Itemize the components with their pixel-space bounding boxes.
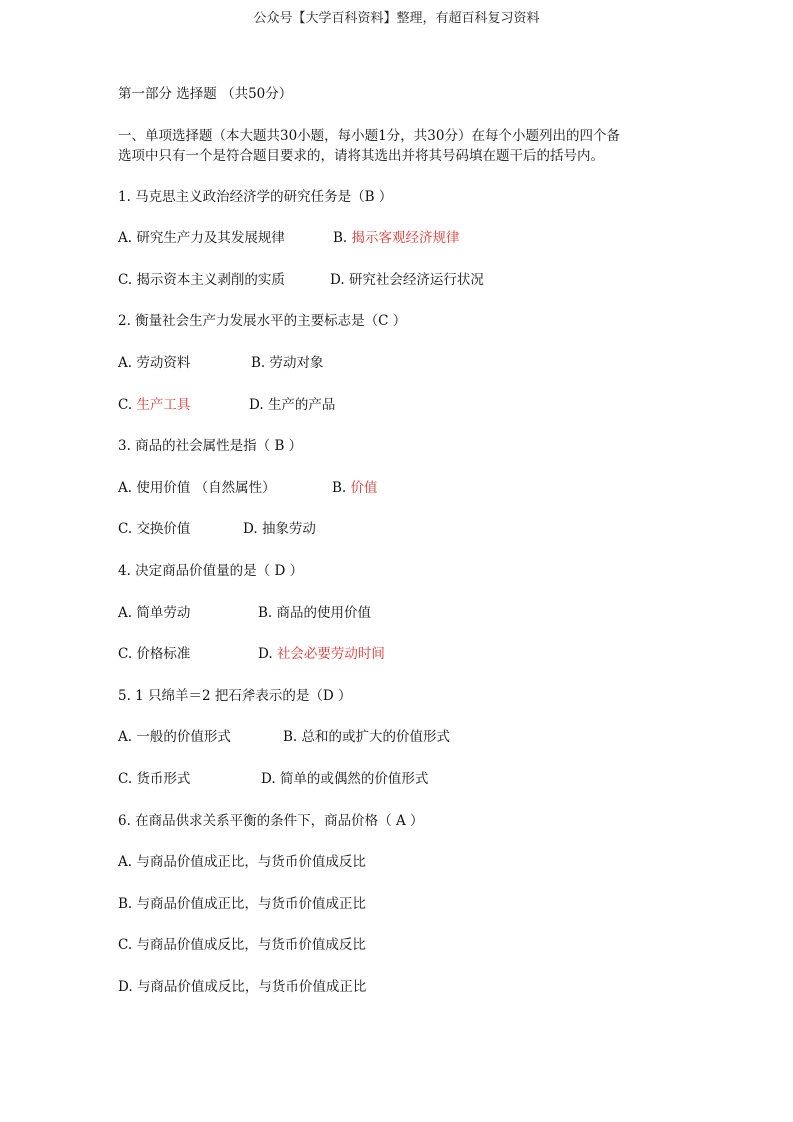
option-letter: A. <box>118 479 137 496</box>
instructions-line-1: 一、单项选择题（本大题共30小题，每小题1分，共30分）在每个小题列出的四个备 <box>118 127 620 144</box>
option-text: 简单的或偶然的价值形式 <box>279 770 429 787</box>
option-a <box>118 727 283 747</box>
option-letter: C. <box>118 937 137 954</box>
question-5-options-cd <box>118 769 718 811</box>
option-c <box>118 519 243 539</box>
question-3-options-cd <box>118 519 718 561</box>
option-text: 一般的价值形式 <box>136 729 231 746</box>
question-4-stem: 4. 决定商品价值量的是（ D ） <box>118 562 304 579</box>
option-letter: A. <box>118 230 137 247</box>
option-d <box>249 395 335 415</box>
option-text: 总和的或扩大的价值形式 <box>301 729 451 746</box>
option-letter: B. <box>118 895 137 912</box>
correct-answer-text: 社会必要劳动时间 <box>276 646 385 663</box>
correct-answer-text: 价值 <box>350 479 378 496</box>
option-a <box>118 353 251 373</box>
option-text: 简单劳动 <box>136 604 191 621</box>
option-a <box>118 603 258 623</box>
question-3-options-ab <box>118 478 718 520</box>
option-d <box>261 769 428 789</box>
page-header: 公众号【大学百科资料】整理，有超百科复习资料 <box>253 11 540 26</box>
option-letter: B. <box>258 604 277 621</box>
question-1-options-cd <box>118 270 718 312</box>
option-letter: B. <box>332 479 351 496</box>
option-letter: C. <box>118 271 137 288</box>
option-d <box>330 270 484 290</box>
correct-answer-text: 揭示客观经济规律 <box>351 230 460 247</box>
option-d <box>118 977 718 1019</box>
option-text: 与商品价值成反比，与货币价值成反比 <box>136 937 366 954</box>
question-1-stem: 1. 马克思主义政治经济学的研究任务是（B ） <box>118 188 393 205</box>
option-letter: C. <box>118 521 137 538</box>
option-text: 商品的使用价值 <box>276 604 372 621</box>
option-letter: D. <box>261 770 280 787</box>
option-letter: D. <box>249 396 268 413</box>
option-letter: D. <box>258 646 277 663</box>
question-4-options-ab <box>118 603 718 645</box>
option-letter: C. <box>118 770 137 787</box>
option-letter: B. <box>333 230 352 247</box>
option-text: 交换价值 <box>136 521 191 538</box>
question-3-stem: 3. 商品的社会属性是指（ B ） <box>118 438 303 455</box>
option-d <box>243 519 316 539</box>
option-c <box>118 270 330 290</box>
option-text: 抽象劳动 <box>261 521 316 538</box>
option-a <box>118 478 332 498</box>
question-5-stem: 5. 1 只绵羊＝2 把石斧表示的是（D ） <box>118 687 352 704</box>
option-text: 使用价值 （自然属性） <box>136 479 276 496</box>
document-body <box>118 84 718 1018</box>
option-text: 劳动资料 <box>136 354 191 371</box>
option-text: 劳动对象 <box>269 354 324 371</box>
option-text: 生产的产品 <box>267 396 336 413</box>
option-c <box>118 769 261 789</box>
instructions <box>118 126 718 166</box>
option-letter: C. <box>118 646 137 663</box>
instructions-line-2: 选项中只有一个是符合题目要求的，请将其选出并将其号码填在题干后的括号内。 <box>118 147 604 164</box>
question-2-options-ab <box>118 353 718 395</box>
option-letter: A. <box>118 354 137 371</box>
option-b <box>283 727 450 747</box>
correct-answer-text: 生产工具 <box>136 396 191 413</box>
option-letter: D. <box>118 978 137 995</box>
option-letter: D. <box>243 521 262 538</box>
question-5-options-ab <box>118 727 718 769</box>
option-d <box>258 644 385 664</box>
option-b <box>118 894 718 936</box>
option-a <box>118 852 718 894</box>
option-c <box>118 935 718 977</box>
option-text: 揭示资本主义剥削的实质 <box>136 271 285 288</box>
section-title: 第一部分 选择题 （共50分） <box>118 86 293 102</box>
question-6-stem: 6. 在商品供求关系平衡的条件下，商品价格（ A ） <box>118 812 424 829</box>
option-text: 货币形式 <box>136 770 191 787</box>
option-letter: A. <box>118 729 137 746</box>
option-b <box>251 353 324 373</box>
option-letter: A. <box>118 854 137 871</box>
question-2-options-cd <box>118 395 718 437</box>
option-b <box>332 478 378 498</box>
option-c <box>118 395 249 415</box>
option-text: 与商品价值成反比，与货币价值成正比 <box>136 978 367 995</box>
option-text: 与商品价值成正比，与货币价值成正比 <box>136 895 367 912</box>
option-text: 研究社会经济运行状况 <box>348 271 484 288</box>
option-letter: A. <box>118 604 137 621</box>
question-2-stem: 2. 衡量社会生产力发展水平的主要标志是（C ） <box>118 313 407 330</box>
option-letter: C. <box>118 396 137 413</box>
option-text: 价格标准 <box>136 646 191 663</box>
option-text: 与商品价值成正比，与货币价值成反比 <box>136 854 366 871</box>
option-letter: B. <box>283 729 302 746</box>
option-c <box>118 644 258 664</box>
option-a <box>118 228 333 248</box>
option-b <box>258 603 371 623</box>
option-text: 研究生产力及其发展规律 <box>136 230 285 247</box>
question-1-options-ab <box>118 228 718 270</box>
option-letter: B. <box>251 354 270 371</box>
option-b <box>333 228 460 248</box>
question-4-options-cd <box>118 644 718 686</box>
option-letter: D. <box>330 271 349 288</box>
